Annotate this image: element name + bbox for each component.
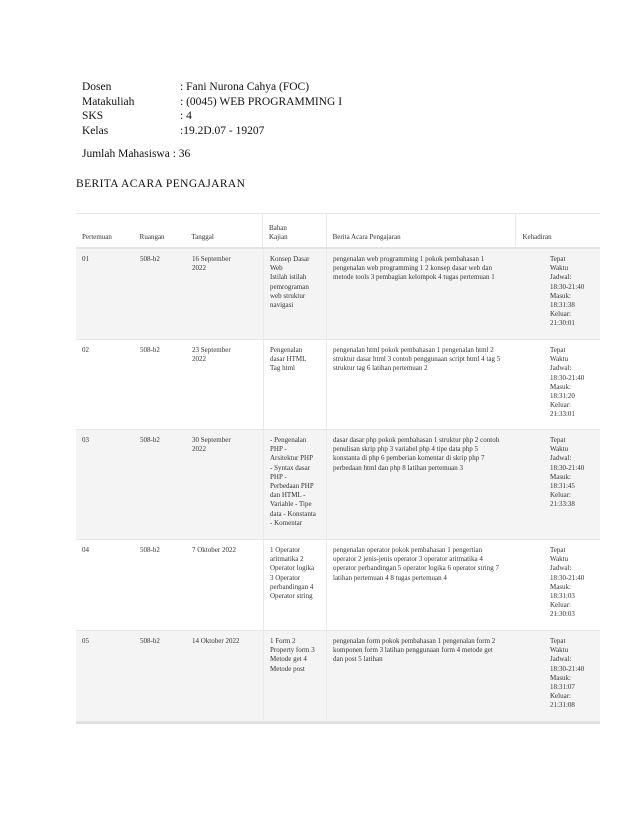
- cell-pertemuan: 04: [82, 546, 89, 554]
- cell-bahan-kajian: 1 Form 2 Property form 3 Metode get 4 Metode post: [263, 631, 326, 721]
- cell-pertemuan: 01: [82, 255, 89, 263]
- dosen-value: : Fani Nurona Cahya (FOC): [180, 81, 310, 93]
- table-row: [76, 340, 600, 430]
- header-tanggal: Tanggal: [191, 232, 214, 241]
- cell-berita-acara: dasar dasar php pokok pembahasan 1 struktur php 2 contoh penulisan skrip php 3 variabel php 4 tipe data php 5 konstanta di php 6 pemberian komentar di skrip php 7 perbedaan html dan php 8 latihan pertemuan 3: [326, 430, 544, 539]
- cell-tanggal: 7 Oktober 2022: [192, 546, 236, 554]
- berita-acara-table: [76, 213, 600, 724]
- cell-berita-acara: pengenalan operator pokok pembahasan 1 pengertian operator 2 jenis-jenis operator 3 operator aritmatika 4 operator perbandingan 5 operator logika 6 operator string 7 latihan pertemuan 4 8 tugas pertemuan 4: [326, 540, 544, 630]
- table-row: [76, 540, 600, 631]
- header-kehadiran: Kehadiran: [522, 232, 552, 241]
- matkul-row: [82, 95, 342, 110]
- sks-label: SKS: [82, 110, 104, 122]
- sks-value: : 4: [180, 110, 192, 122]
- header-pertemuan: Pertemuan: [82, 232, 112, 241]
- matkul-value: : (0045) WEB PROGRAMMING I: [180, 95, 343, 108]
- cell-kehadiran: Tepat Waktu Jadwal: 18:30-21:40 Masuk: 18:31:20 Keluar: 21:33:01: [550, 346, 585, 419]
- table-body: [76, 249, 600, 722]
- cell-bahan-kajian: Pengenalan dasar HTML Tag html: [263, 340, 326, 429]
- cell-ruangan: 508-b2: [140, 637, 160, 645]
- table-header: [76, 214, 600, 249]
- header-bahan-kajian: Bahan Kajian: [262, 214, 326, 247]
- cell-tanggal: 23 September 2022: [192, 346, 231, 364]
- cell-ruangan: 508-b2: [140, 546, 160, 554]
- cell-ruangan: 508-b2: [140, 255, 160, 263]
- dosen-row: [82, 80, 342, 95]
- cell-ruangan: 508-b2: [140, 346, 160, 354]
- cell-tanggal: 16 September 2022: [192, 255, 231, 273]
- cell-kehadiran: Tepat Waktu Jadwal: 18:30-21:40 Masuk: 18:31:03 Keluar: 21:30:03: [550, 546, 585, 619]
- table-row: [76, 631, 600, 722]
- table-row: [76, 430, 600, 540]
- cell-berita-acara: pengenalan html pokok pembahasan 1 pengenalan html 2 struktur dasar html 3 contoh penggunaan script html 4 tag 5 struktur tag 6 latihan pertemuan 2: [326, 340, 544, 429]
- cell-kehadiran: Tepat Waktu Jadwal: 18:30-21:40 Masuk: 18:31:38 Keluar: 21:30:01: [550, 255, 585, 328]
- sks-row: [82, 109, 342, 124]
- cell-bahan-kajian: Konsep Dasar Web Istilah istilah pemrograman web struktur navigasi: [263, 249, 326, 339]
- cell-bahan-kajian: 1 Operator aritmatika 2 Operator logika 3 Operator perbandingan 4 Operator string: [263, 540, 326, 630]
- cell-tanggal: 14 Oktober 2022: [192, 637, 240, 645]
- cell-pertemuan: 02: [82, 346, 89, 354]
- table-row: [76, 249, 600, 340]
- cell-tanggal: 30 September 2022: [192, 436, 231, 454]
- cell-bahan-kajian: - Pengenalan PHP - Arsitektur PHP - Syntax dasar PHP - Perbedaan PHP dan HTML - Variable - Tipe data - Konstanta - Komentar: [263, 430, 326, 539]
- course-info: [82, 80, 342, 138]
- section-title: BERITA ACARA PENGAJARAN: [76, 178, 246, 190]
- dosen-label: Dosen: [82, 81, 112, 93]
- kelas-row: [82, 124, 342, 139]
- header-ruangan: Ruangan: [139, 232, 165, 241]
- matkul-label: Matakuliah: [82, 95, 135, 108]
- kelas-label: Kelas: [82, 124, 109, 137]
- cell-ruangan: 508-b2: [140, 436, 160, 444]
- header-berita-acara: Berita Acara Pengajaran: [326, 214, 517, 247]
- kelas-value: :19.2D.07 - 19207: [180, 124, 265, 137]
- cell-berita-acara: pengenalan form pokok pembahasan 1 pengenalan form 2 komponen form 3 latihan penggunaan form 4 metode get dan post 5 latihan: [326, 631, 544, 721]
- cell-kehadiran: Tepat Waktu Jadwal: 18:30-21:40 Masuk: 18:31:07 Keluar: 21:31:08: [550, 637, 585, 710]
- cell-kehadiran: Tepat Waktu Jadwal: 18:30-21:40 Masuk: 18:31:45 Keluar: 21:33:38: [550, 436, 585, 509]
- cell-pertemuan: 05: [82, 637, 89, 645]
- jumlah-mahasiswa: Jumlah Mahasiswa : 36: [82, 148, 191, 160]
- cell-pertemuan: 03: [82, 436, 89, 444]
- cell-berita-acara: pengenalan web programming 1 pokok pembahasan 1 pengenalan web programming 1 2 konsep dasar web dan metode tools 3 pembagian kelompok 4 tugas pertemuan 1: [326, 249, 544, 339]
